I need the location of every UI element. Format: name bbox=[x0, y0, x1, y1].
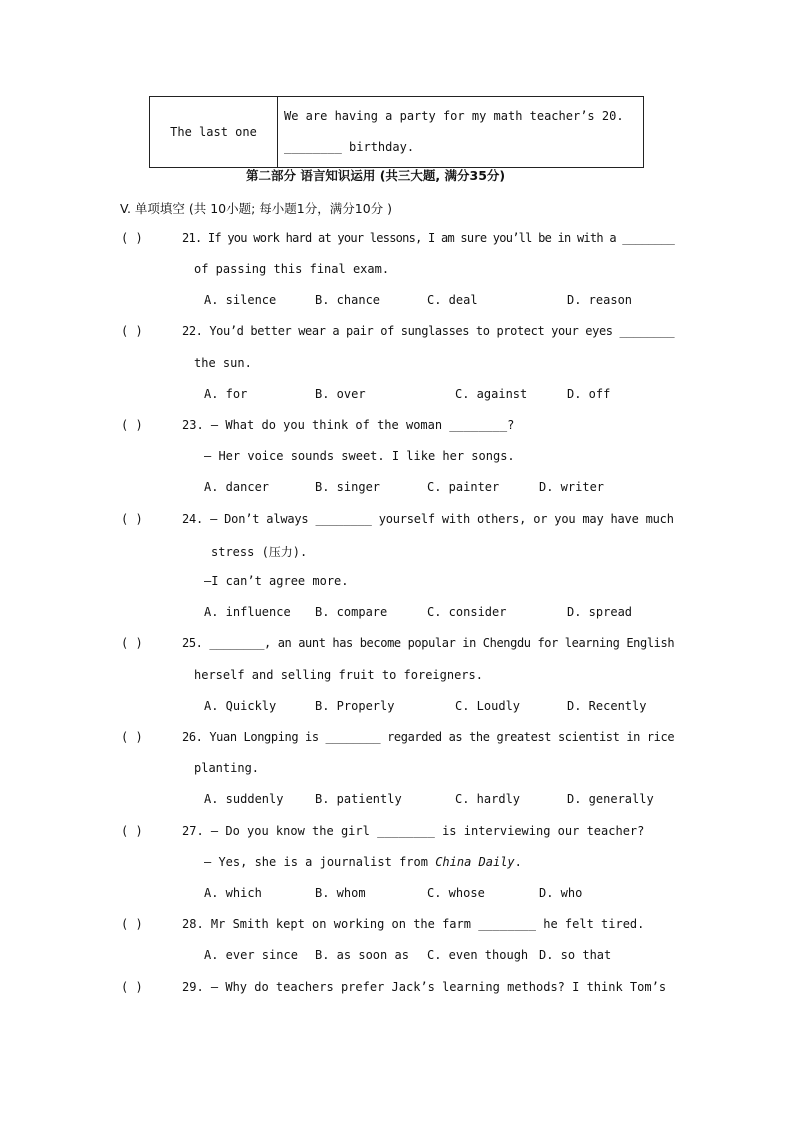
question-text: 21. If you work hard at your lessons, I am sure you’ll be in with a ________ bbox=[182, 231, 675, 245]
option-c[interactable]: C. whose bbox=[427, 886, 485, 900]
question-text: 23. — What do you think of the woman ________? bbox=[182, 418, 515, 432]
question-text: — Her voice sounds sweet. I like her songs. bbox=[204, 449, 515, 463]
question-text: 29. — Why do teachers prefer Jack’s learning methods? I think Tom’s bbox=[182, 980, 667, 994]
question-text: stress (压力). bbox=[211, 545, 308, 559]
answer-bracket[interactable]: ( ) bbox=[121, 636, 143, 650]
option-a[interactable]: A. suddenly bbox=[204, 792, 284, 806]
table-label-cell: The last one bbox=[150, 97, 278, 168]
option-d[interactable]: D. Recently bbox=[567, 699, 647, 713]
option-c[interactable]: C. even though bbox=[427, 948, 529, 962]
option-c[interactable]: C. against bbox=[455, 387, 528, 401]
option-a[interactable]: A. dancer bbox=[204, 480, 270, 494]
option-d[interactable]: D. writer bbox=[539, 480, 605, 494]
table-line-2: ________ birthday. bbox=[284, 140, 415, 154]
section-heading: V. 单项填空 (共 10小题; 每小题1分，满分10分 ) bbox=[120, 201, 393, 216]
answer-bracket[interactable]: ( ) bbox=[121, 980, 143, 994]
question-text: planting. bbox=[194, 761, 260, 775]
option-c[interactable]: C. painter bbox=[427, 480, 500, 494]
option-c[interactable]: C. hardly bbox=[455, 792, 521, 806]
option-c[interactable]: C. deal bbox=[427, 293, 478, 307]
option-d[interactable]: D. reason bbox=[567, 293, 633, 307]
answer-bracket[interactable]: ( ) bbox=[121, 231, 143, 245]
option-b[interactable]: B. as soon as bbox=[315, 948, 409, 962]
option-c[interactable]: C. consider bbox=[427, 605, 507, 619]
answer-table bbox=[149, 96, 644, 168]
question-text: the sun. bbox=[194, 356, 252, 370]
option-a[interactable]: A. silence bbox=[204, 293, 277, 307]
option-b[interactable]: B. singer bbox=[315, 480, 381, 494]
option-d[interactable]: D. spread bbox=[567, 605, 633, 619]
answer-bracket[interactable]: ( ) bbox=[121, 324, 143, 338]
answer-bracket[interactable]: ( ) bbox=[121, 418, 143, 432]
option-b[interactable]: B. whom bbox=[315, 886, 366, 900]
newspaper-name: China Daily bbox=[435, 855, 515, 869]
question-text: 26. Yuan Longping is ________ regarded as the greatest scientist in rice bbox=[182, 730, 675, 744]
question-text: 28. Mr Smith kept on working on the farm ________ he felt tired. bbox=[182, 917, 645, 931]
option-d[interactable]: D. so that bbox=[539, 948, 612, 962]
option-a[interactable]: A. influence bbox=[204, 605, 291, 619]
table-content-cell bbox=[278, 97, 644, 168]
option-b[interactable]: B. patiently bbox=[315, 792, 402, 806]
option-b[interactable]: B. Properly bbox=[315, 699, 395, 713]
answer-bracket[interactable]: ( ) bbox=[121, 512, 143, 526]
part-heading: 第二部分 语言知识运用 (共三大题, 满分35分) bbox=[246, 168, 506, 183]
option-d[interactable]: D. who bbox=[539, 886, 583, 900]
option-a[interactable]: A. Quickly bbox=[204, 699, 277, 713]
option-b[interactable]: B. over bbox=[315, 387, 366, 401]
option-d[interactable]: D. generally bbox=[567, 792, 654, 806]
table-line-1: We are having a party for my math teacher’s 20. bbox=[284, 109, 624, 123]
question-text: — Yes, she is a journalist from China Daily. bbox=[204, 855, 522, 869]
answer-bracket[interactable]: ( ) bbox=[121, 824, 143, 838]
question-text: 25. ________, an aunt has become popular in Chengdu for learning English bbox=[182, 636, 675, 650]
question-text: 22. You’d better wear a pair of sunglasses to protect your eyes ________ bbox=[182, 324, 675, 338]
question-text: herself and selling fruit to foreigners. bbox=[194, 668, 483, 682]
option-a[interactable]: A. for bbox=[204, 387, 248, 401]
answer-bracket[interactable]: ( ) bbox=[121, 917, 143, 931]
option-b[interactable]: B. compare bbox=[315, 605, 388, 619]
question-text: 24. — Don’t always ________ yourself with others, or you may have much bbox=[182, 512, 674, 526]
option-c[interactable]: C. Loudly bbox=[455, 699, 521, 713]
question-text: 27. — Do you know the girl ________ is interviewing our teacher? bbox=[182, 824, 645, 838]
question-text: of passing this final exam. bbox=[194, 262, 390, 276]
option-d[interactable]: D. off bbox=[567, 387, 611, 401]
option-b[interactable]: B. chance bbox=[315, 293, 381, 307]
option-a[interactable]: A. which bbox=[204, 886, 262, 900]
answer-bracket[interactable]: ( ) bbox=[121, 730, 143, 744]
question-text: —I can’t agree more. bbox=[204, 574, 349, 588]
option-a[interactable]: A. ever since bbox=[204, 948, 298, 962]
